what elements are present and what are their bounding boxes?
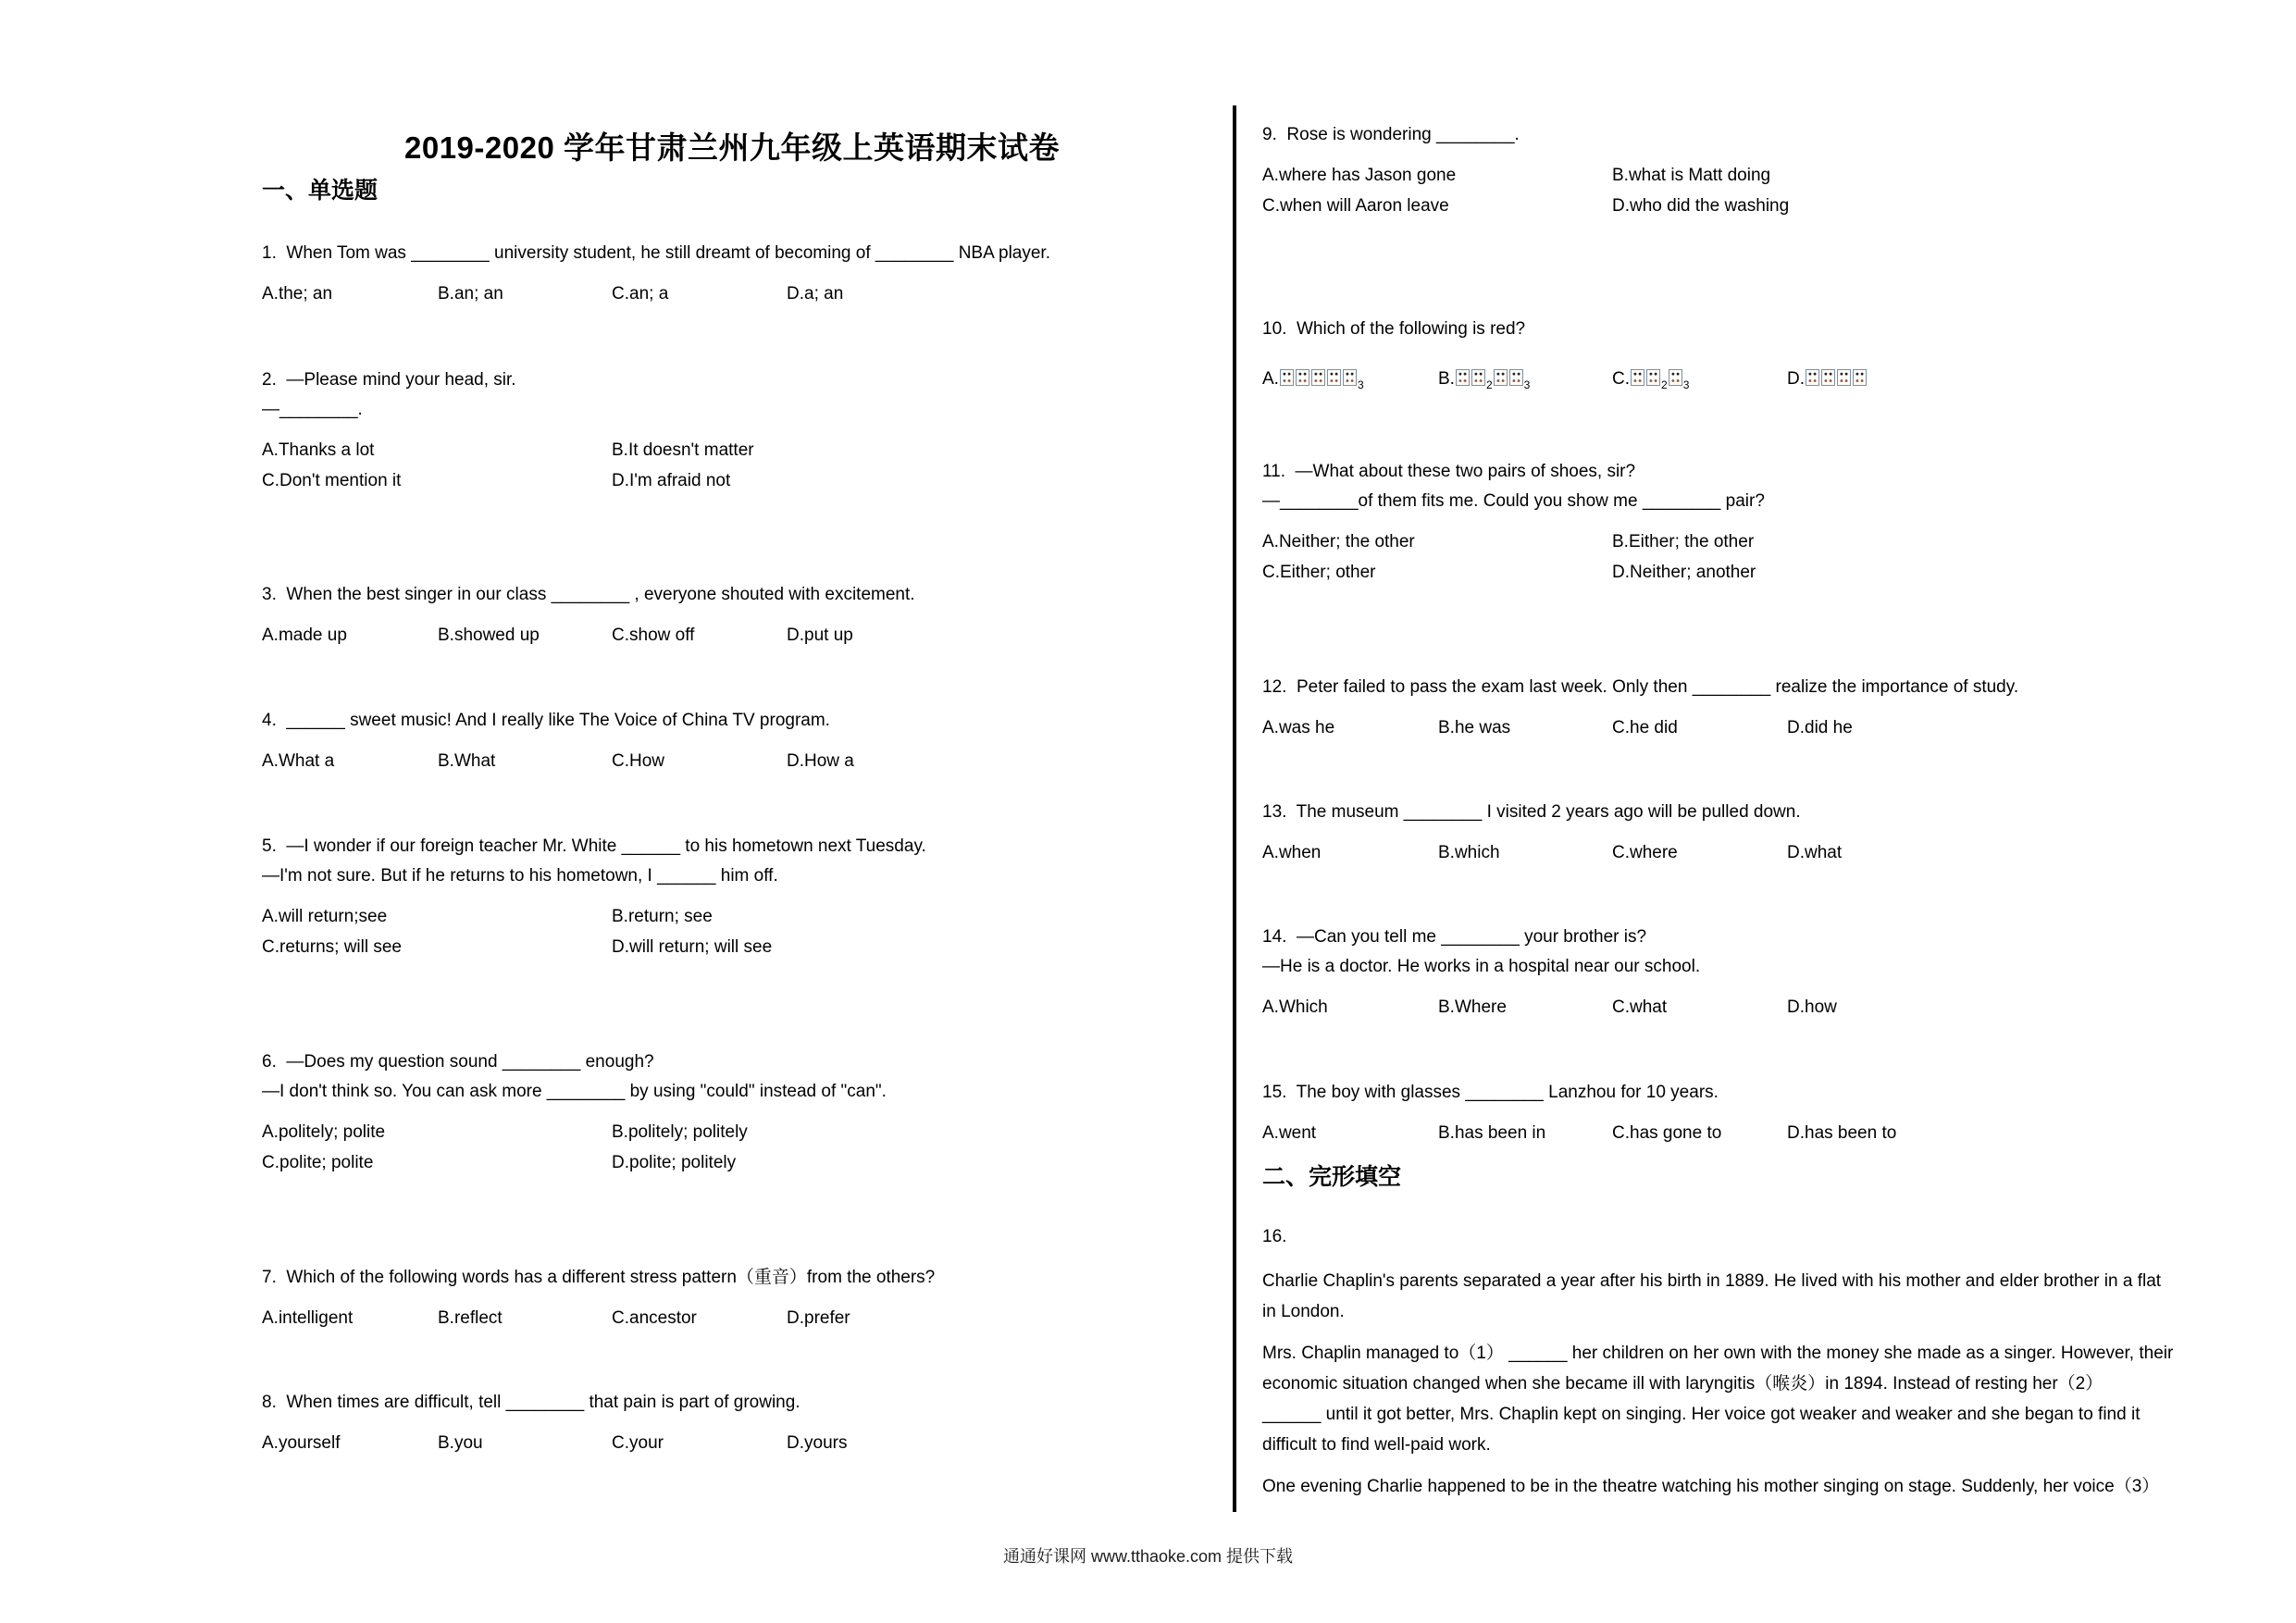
question-2-text: 2. —Please mind your head, sir. xyxy=(262,370,516,390)
question-14-options xyxy=(1262,994,1837,1022)
question-5-text: —I'm not sure. But if he returns to his hometown, I ______ him off. xyxy=(262,866,778,886)
question-7-options xyxy=(262,1305,935,1332)
question-14-text: —He is a doctor. He works in a hospital near our school. xyxy=(1262,957,1701,976)
page-title: 2019-2020 学年甘肃兰州九年级上英语期末试卷 xyxy=(404,130,1060,165)
option: D.what xyxy=(1787,843,1843,862)
question-3-text: 3. When the best singer in our class ________ , everyone shouted with excitement. xyxy=(262,585,915,604)
option: D.how xyxy=(1787,997,1837,1017)
question-15-options xyxy=(1262,1120,1896,1147)
section-heading-cloze: 二、完形填空 xyxy=(1262,1164,1402,1190)
option: C.your xyxy=(612,1433,664,1453)
cloze-paragraph xyxy=(1262,1266,2294,1327)
option: C.when will Aaron leave xyxy=(1262,196,1449,216)
option: A.went xyxy=(1262,1123,1317,1143)
missing-glyph-box xyxy=(1327,369,1341,386)
cloze-paragraph-line: ______ until it got better, Mrs. Chaplin kept on singing. Her voice got weaker and weaker and she began to find it xyxy=(1262,1405,2141,1424)
question-5 xyxy=(262,832,926,961)
cloze-paragraph-line: Mrs. Chaplin managed to（1） ______ her children on her own with the money she made as a singer. However, their xyxy=(1262,1344,2174,1363)
option: B.showed up xyxy=(438,626,540,645)
question-11-options xyxy=(1262,528,1765,587)
option: B.Either; the other xyxy=(1612,532,1755,551)
option: A. $_3$ xyxy=(1262,369,1364,391)
question-13-options xyxy=(1262,839,1842,867)
question-8-text: 8. When times are difficult, tell ________ that pain is part of growing. xyxy=(262,1393,800,1412)
option: A.Thanks a lot xyxy=(262,440,375,460)
question-4-text: 4. ______ sweet music! And I really like The Voice of China TV program. xyxy=(262,711,830,730)
option: C.Either; other xyxy=(1262,563,1376,582)
option: B.which xyxy=(1438,843,1500,862)
question-15 xyxy=(1262,1078,1896,1147)
option: D.a; an xyxy=(787,284,844,304)
missing-glyph-box xyxy=(1471,369,1485,386)
missing-glyph-box xyxy=(1280,369,1294,386)
question-6 xyxy=(262,1047,887,1177)
option: A.Neither; the other xyxy=(1262,532,1415,551)
subscript: 3 xyxy=(1357,378,1364,391)
option: D. xyxy=(1787,365,1868,399)
cloze-passage xyxy=(1262,1223,2294,1502)
question-5-text: 5. —I wonder if our foreign teacher Mr. White ______ to his hometown next Tuesday. xyxy=(262,836,926,856)
option: A.the; an xyxy=(262,284,333,304)
subscript: 2 xyxy=(1485,378,1493,391)
missing-glyph-box xyxy=(1821,369,1835,386)
cloze-paragraph-line: Charlie Chaplin's parents separated a year after his birth in 1889. He lived with his mother and elder brother in a flat xyxy=(1262,1271,2162,1291)
question-7-text: 7. Which of the following words has a different stress pattern（重音）from the others? xyxy=(262,1268,936,1287)
option: A.will return;see xyxy=(262,907,388,926)
question-3 xyxy=(262,580,915,650)
option: D.did he xyxy=(1787,718,1853,737)
option: A.made up xyxy=(262,626,347,645)
question-6-text: —I don't think so. You can ask more ________ by using "could" instead of "can". xyxy=(262,1082,887,1101)
option: B. $_2$ $_3$ xyxy=(1438,369,1531,391)
question-1 xyxy=(262,239,1050,308)
missing-glyph-box xyxy=(1853,369,1867,386)
cloze-paragraph xyxy=(1262,1338,2294,1460)
question-11-text: 11. —What about these two pairs of shoes, sir? xyxy=(1262,462,1636,481)
missing-glyph-box xyxy=(1296,369,1309,386)
option: C.show off xyxy=(612,626,695,645)
option: C.an; a xyxy=(612,284,669,304)
question-10-text: 10. Which of the following is red? xyxy=(1262,319,1526,339)
option: B.reflect xyxy=(438,1308,503,1328)
option: A.where has Jason gone xyxy=(1262,166,1457,185)
question-1-options xyxy=(262,280,1050,308)
option: C.where xyxy=(1612,843,1678,862)
option: D.I'm afraid not xyxy=(612,471,731,490)
option: C.polite; polite xyxy=(262,1153,374,1172)
cloze-question-number: 16. xyxy=(1262,1227,1287,1246)
option: C. $_2$ $_3$ xyxy=(1612,369,1690,391)
option: A.yourself xyxy=(262,1433,341,1453)
cloze-paragraph-line: One evening Charlie happened to be in the theatre watching his mother singing on stage. Suddenly, her voice（3） xyxy=(1262,1477,2160,1496)
question-2-text: —________. xyxy=(262,400,363,419)
option: B.what is Matt doing xyxy=(1612,166,1771,185)
option: B.It doesn't matter xyxy=(612,440,754,460)
question-6-options xyxy=(262,1119,887,1177)
option: A.was he xyxy=(1262,718,1335,737)
missing-glyph-box xyxy=(1646,369,1660,386)
question-2 xyxy=(262,365,754,495)
question-4 xyxy=(262,706,854,775)
cloze-paragraph-line: difficult to find well-paid work. xyxy=(1262,1435,1491,1455)
column-divider xyxy=(1233,105,1236,1512)
question-13 xyxy=(1262,798,1842,867)
question-10-options xyxy=(1262,365,1868,399)
option: C.How xyxy=(612,751,665,771)
question-15-text: 15. The boy with glasses ________ Lanzhou for 10 years. xyxy=(1262,1083,1719,1102)
missing-glyph-box xyxy=(1494,369,1508,386)
missing-glyph-box xyxy=(1343,369,1357,386)
subscript: 3 xyxy=(1523,378,1531,391)
question-4-options xyxy=(262,748,854,775)
option: A.What a xyxy=(262,751,335,771)
option: D.prefer xyxy=(787,1308,850,1328)
option: C.has gone to xyxy=(1612,1123,1722,1143)
cloze-paragraph-line: economic situation changed when she became ill with laryngitis（喉炎）in 1894. Instead of resting her（2） xyxy=(1262,1374,2104,1394)
option: D.put up xyxy=(787,626,853,645)
option: B.Where xyxy=(1438,997,1507,1017)
option: A.Which xyxy=(1262,997,1328,1017)
question-9-text: 9. Rose is wondering ________. xyxy=(1262,125,1520,144)
question-5-options xyxy=(262,903,926,961)
question-11-text: —________of them fits me. Could you show me ________ pair? xyxy=(1262,491,1765,511)
option: B.What xyxy=(438,751,496,771)
option: B.return; see xyxy=(612,907,713,926)
missing-glyph-box xyxy=(1806,369,1819,386)
question-13-text: 13. The museum ________ I visited 2 years ago will be pulled down. xyxy=(1262,802,1801,822)
question-9 xyxy=(1262,120,1789,220)
option: A.intelligent xyxy=(262,1308,354,1328)
question-12 xyxy=(1262,673,2018,742)
question-2-options xyxy=(262,437,754,495)
option: D.yours xyxy=(787,1433,848,1453)
question-11 xyxy=(1262,457,1765,587)
cloze-paragraph xyxy=(1262,1471,2294,1502)
subscript: 3 xyxy=(1682,378,1690,391)
option: C.ancestor xyxy=(612,1308,697,1328)
option: C.what xyxy=(1612,997,1668,1017)
cloze-paragraph-line: in London. xyxy=(1262,1302,1345,1321)
option: B.he was xyxy=(1438,718,1511,737)
option: D.Neither; another xyxy=(1612,563,1756,582)
question-1-text: 1. When Tom was ________ university student, he still dreamt of becoming of ________ NBA player. xyxy=(262,243,1050,263)
question-12-text: 12. Peter failed to pass the exam last week. Only then ________ realize the importance of study. xyxy=(1262,677,2019,697)
option: D.who did the washing xyxy=(1612,196,1790,216)
option: B.has been in xyxy=(1438,1123,1546,1143)
option: D.How a xyxy=(787,751,854,771)
option: B.politely; politely xyxy=(612,1122,748,1142)
missing-glyph-box xyxy=(1631,369,1644,386)
section-heading-single-choice: 一、单选题 xyxy=(262,178,379,204)
option: A.politely; polite xyxy=(262,1122,386,1142)
question-7 xyxy=(262,1263,935,1332)
question-6-text: 6. —Does my question sound ________ enough? xyxy=(262,1052,654,1072)
question-9-options xyxy=(1262,162,1789,220)
missing-glyph-box xyxy=(1669,369,1682,386)
question-12-options xyxy=(1262,714,2018,742)
option: C.he did xyxy=(1612,718,1678,737)
option: C.Don't mention it xyxy=(262,471,402,490)
option: B.you xyxy=(438,1433,483,1453)
question-8 xyxy=(262,1388,847,1457)
option: B.an; an xyxy=(438,284,503,304)
question-14-text: 14. —Can you tell me ________ your brother is? xyxy=(1262,927,1647,947)
subscript: 2 xyxy=(1661,378,1668,391)
option: C.returns; will see xyxy=(262,937,402,957)
missing-glyph-box xyxy=(1509,369,1523,386)
option: D.will return; will see xyxy=(612,937,773,957)
option: A.when xyxy=(1262,843,1322,862)
watermark-footer: 通通好课网 www.tthaoke.com 提供下载 xyxy=(1002,1547,1294,1566)
question-3-options xyxy=(262,622,915,650)
missing-glyph-box xyxy=(1456,369,1470,386)
option: D.has been to xyxy=(1787,1123,1897,1143)
question-14 xyxy=(1262,923,1837,1022)
missing-glyph-box xyxy=(1311,369,1325,386)
option: D.polite; politely xyxy=(612,1153,737,1172)
missing-glyph-box xyxy=(1837,369,1851,386)
question-8-options xyxy=(262,1430,847,1457)
question-10 xyxy=(1262,315,1868,399)
